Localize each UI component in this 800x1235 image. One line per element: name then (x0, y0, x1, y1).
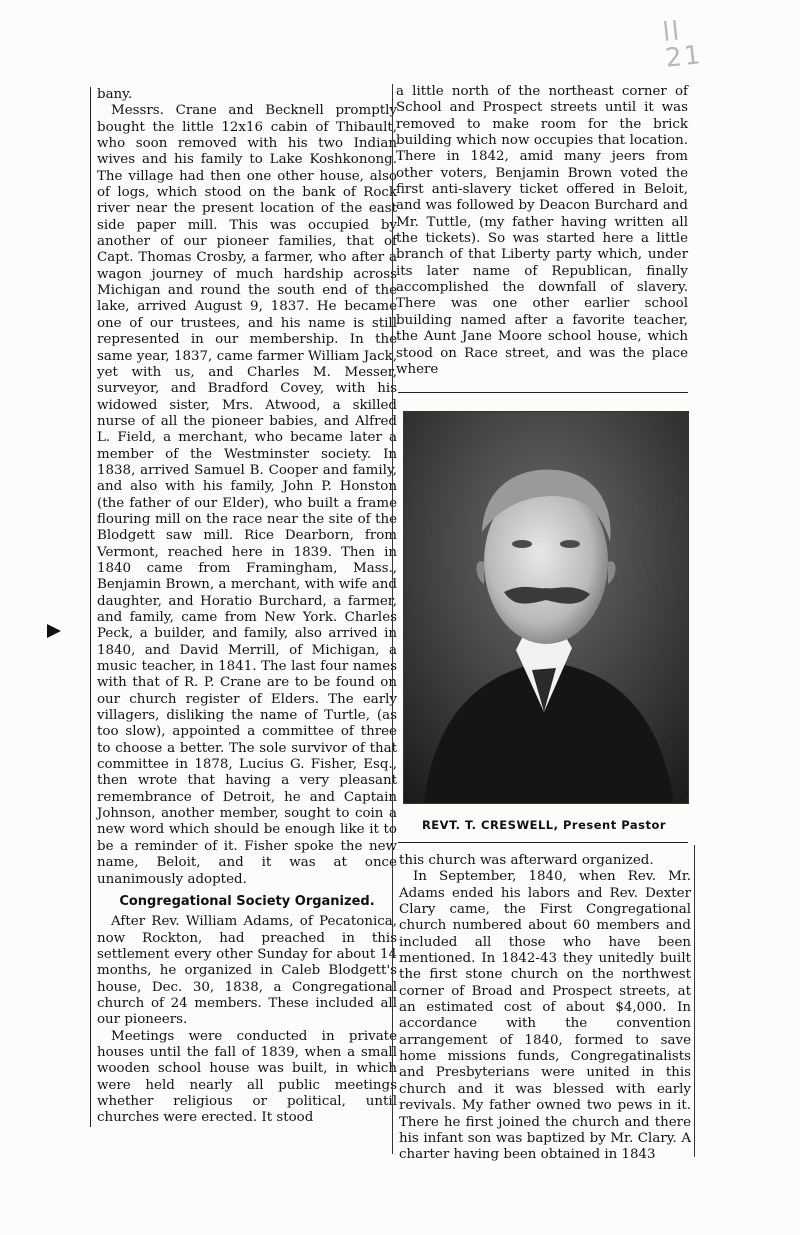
margin-arrow-icon (47, 624, 61, 638)
pastor-portrait-photo (403, 411, 689, 804)
right-bottom-paragraph-2: In September, 1840, when Rev. Mr. Adams ended his labors and Rev. Dexter Clary came, the First Congregational church numbered about 60 members and included all those who have been mentioned. In 1842-43 they unitedly built the first stone church on the northwest corner of Broad and Prospect streets, at an estimated cost of about $4,000. In accordance with the convention arrangement of 1840, formed to save home missions funds, Congregatinalists and Presbyterians were united in this church and it was blessed with early revivals. My father owned two pews in it. There he first joined the church and there his infant son was baptized by Mr. Clary. A charter having been obtained in 1843 (399, 869, 691, 1163)
right-column-top (396, 84, 688, 378)
left-column (90, 87, 397, 1127)
margin-handwritten-note: ll 21 (661, 16, 704, 74)
section-heading: Congregational Society Organized. (119, 893, 375, 909)
left-paragraph-3: After Rev. William Adams, of Pecatonica, now Rockton, had preached in this settlement every other Sunday for about 14 months, he organized in Caleb Blodgett's house, Dec. 30, 1838, a Congregational church of 24 members. These included all our pioneers. (97, 914, 397, 1028)
divider-rule-bottom (398, 842, 688, 843)
right-bottom-paragraph-1: this church was afterward organized. (399, 853, 654, 868)
left-paragraph-4: Meetings were conducted in private houses until the fall of 1839, when a small wooden school house was built, in which were held nearly all public meetings whether religious or political, until churches were erected. It stood (97, 1028, 397, 1126)
right-top-paragraph: a little north of the northeast corner of School and Prospect streets until it was removed to make room for the brick building which now occupies that location. There in 1842, amid many jeers from other voters, Benjamin Brown voted the first anti-slavery ticket offered in Beloit, and was followed by Deacon Burchard and Mr. Tuttle, (my father having written all the tickets). So was started here a little branch of that Liberty party which, under its later name of Republican, finally accomplished the downfall of slavery. There was one other earlier school building named after a favorite teacher, the Aunt Jane Moore school house, which stood on Race street, and was the place where (396, 84, 688, 377)
divider-rule-top (398, 392, 688, 393)
right-column-bottom (399, 853, 691, 1164)
portrait-illustration (404, 412, 688, 803)
left-paragraph-1: bany. (97, 87, 133, 102)
column-divider (392, 84, 393, 1154)
left-paragraph-2: Messrs. Crane and Becknell promptly bought the little 12x16 cabin of Thibault, who soon removed with his two Indian wives and his family to Lake Koshkonong. The village had then one other house, also of logs, which stood on the bank of Rock river near the present location of the east side paper mill. This was occupied by another of our pioneer families, that of Capt. Thomas Crosby, a farmer, who after a wagon journey of much hardship across Michigan and round the south end of the lake, arrived August 9, 1837. He became one of our trustees, and his name is still represented in our membership. In the same year, 1837, came farmer William Jack, yet with us, and Charles M. Messer, surveyor, and Bradford Covey, with his widowed sister, Mrs. Atwood, a skilled nurse of all the pioneer babies, and Alfred L. Field, a merchant, who became later a member of the Westminster society. In 1838, arrived Samuel B. Cooper and family, and also with his family, John P. Honston (the father of our Elder), who built a frame flouring mill on the race near the site of the Blodgett saw mill. Rice Dearborn, from Vermont, reached here in 1839. Then in 1840 came from Framingham, Mass., Benjamin Brown, a merchant, with wife and daughter, and Horatio Burchard, a farmer, and family, came from New York. Charles Peck, a builder, and family, also arrived in 1840, and David Merrill, of Michigan, a music teacher, in 1841. The last four names with that of R. P. Crane are to be found on our church register of Elders. The early villagers, disliking the name of Turtle, (as too slow), appointed a committee of three to choose a better. The sole survivor of that committee in 1878, Lucius G. Fisher, Esq., then wrote that having a very pleasant remembrance of Detroit, he and Captain Johnson, another member, sought to coin a new word which should be enough like it to be a reminder of it. Fisher spoke the new name, Beloit, and it was at once unanimously adopted. (97, 103, 397, 887)
right-edge-rule (694, 845, 695, 1157)
photo-caption: REVT. T. CRESWELL, Present Pastor (421, 818, 667, 832)
